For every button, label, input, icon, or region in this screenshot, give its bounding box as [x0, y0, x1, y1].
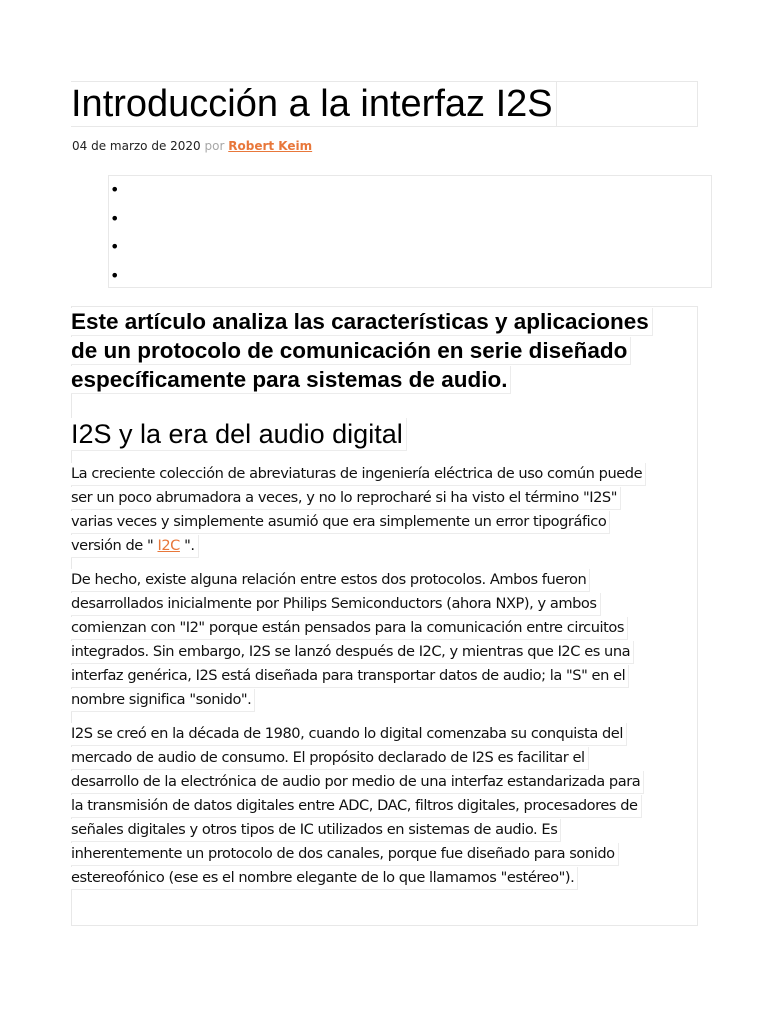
bullet-list-frame [108, 175, 712, 288]
paragraph-line: La creciente colección de abreviaturas de ingeniería eléctrica de uso común puede [71, 463, 646, 486]
author-link[interactable]: Robert Keim [228, 139, 313, 153]
paragraph-line: ser un poco abrumadora a veces, y no lo reprocharé si ha visto el término "I2S" [71, 487, 621, 510]
bullet-glyph: • [110, 180, 120, 199]
paragraph-line: interfaz genérica, I2S está diseñada para transportar datos de audio; la "S" en el [71, 665, 629, 688]
lead-line: Este artículo analiza las características y aplicaciones [71, 308, 653, 336]
paragraph-line: inherentemente un protocolo de dos canales, porque fue diseñado para sonido [71, 843, 619, 866]
paragraph-line: nombre significa "sonido". [71, 689, 255, 712]
i2c-link[interactable]: I2C [157, 537, 180, 554]
page-title: Introducción a la interfaz I2S [71, 82, 557, 126]
text-fragment: ". [179, 537, 195, 554]
paragraph-line: señales digitales y otros tipos de IC utilizados en sistemas de audio. Es [71, 819, 561, 842]
publish-date: 04 de marzo de 2020 [72, 139, 201, 153]
section-heading: I2S y la era del audio digital [71, 418, 407, 451]
bullet-glyph: • [110, 208, 120, 228]
text-fragment: versión de " [71, 537, 158, 554]
article-meta [72, 138, 312, 154]
lead-line: de un protocolo de comunicación en serie diseñado [71, 337, 631, 365]
paragraph-line [71, 535, 199, 558]
lead-line: específicamente para sistemas de audio. [71, 366, 511, 394]
paragraph-line: desarrollo de la electrónica de audio por medio de una interfaz estandarizada para [71, 771, 644, 794]
paragraph-line: estereofónico (ese es el nombre elegante de lo que llamamos "estéreo"). [71, 867, 578, 890]
paragraph-line: la transmisión de datos digitales entre ADC, DAC, filtros digitales, procesadores de [71, 795, 642, 818]
paragraph-line: desarrollados inicialmente por Philips Semiconductors (ahora NXP), y ambos [71, 593, 601, 616]
paragraph-line: integrados. Sin embargo, I2S se lanzó después de I2C, y mientras que I2C es una [71, 641, 634, 664]
paragraph-line: I2S se creó en la década de 1980, cuando lo digital comenzaba su conquista del [71, 723, 627, 746]
byline-label: por [204, 139, 225, 153]
paragraph-line: varias veces y simplemente asumió que era simplemente un error tipográfico [71, 511, 610, 534]
bullet-glyph: • [110, 237, 120, 256]
paragraph-line: De hecho, existe alguna relación entre estos dos protocolos. Ambos fueron [71, 569, 590, 592]
bullet-glyph: • [110, 265, 120, 285]
paragraph-line: comienzan con "I2" porque están pensados para la comunicación entre circuitos [71, 617, 628, 640]
paragraph-line: mercado de audio de consumo. El propósito declarado de I2S es facilitar el [71, 747, 589, 770]
